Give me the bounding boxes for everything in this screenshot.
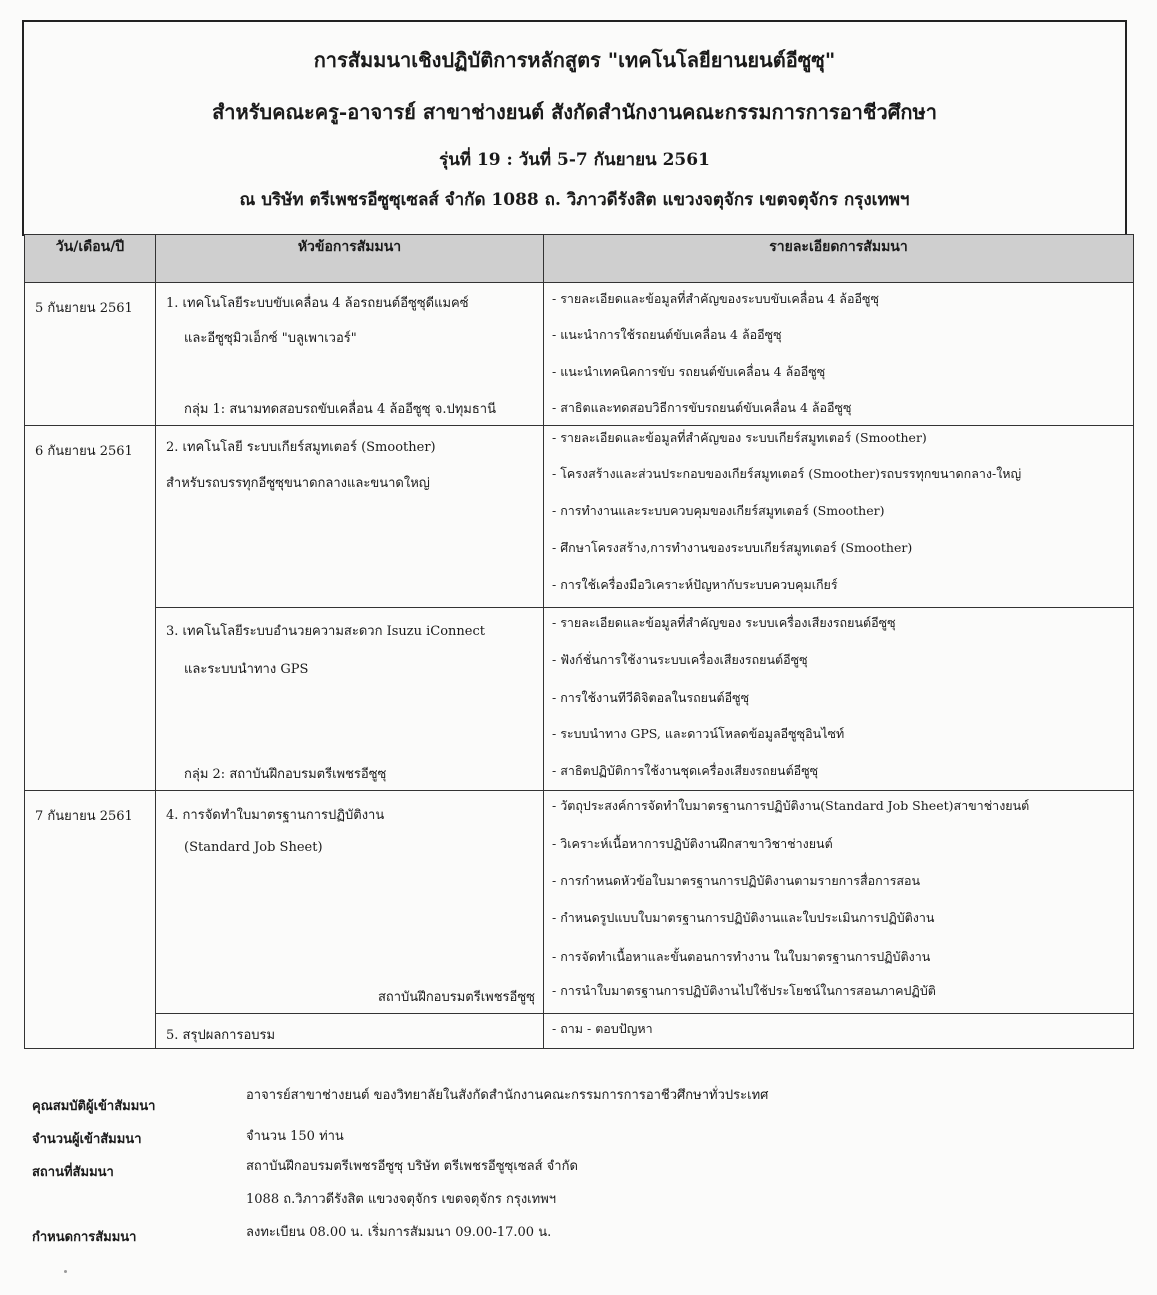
header-date: วัน/เดือน/ปี	[25, 235, 156, 283]
detail-item: - การใช้เครื่องมือวิเคราะห์ปัญหากับระบบควบคุมเกียร์	[552, 577, 838, 592]
topic-group: กลุ่ม 2: สถาบันฝึกอบรมตรีเพชรอีซูซุ	[184, 767, 387, 782]
title-line-2: สำหรับคณะครู-อาจารย์ สาขาช่างยนต์ สังกัดสำนักงานคณะกรรมการการอาชีวศึกษา	[212, 100, 937, 124]
qualification-label: คุณสมบัติผู้เข้าสัมมนา	[32, 1099, 156, 1114]
topic-cell	[156, 1014, 544, 1049]
topic-subtitle: และอีซูซุมิวเอ็กซ์ "บลูเพาเวอร์"	[184, 331, 357, 346]
detail-item: - แนะนำเทคนิคการขับ รถยนต์ขับเคลื่อน 4 ล้ออีซูซุ	[552, 364, 826, 379]
topic-subtitle: สำหรับรถบรรทุกอีซูซุขนาดกลางและขนาดใหญ่	[166, 476, 430, 491]
topic-cell	[156, 426, 544, 608]
title-line-4: ณ บริษัท ตรีเพชรอีซูซุเซลส์ จำกัด 1088 ถ. วิภาวดีรังสิต แขวงจตุจักร เขตจตุจักร กรุงเทพฯ	[239, 190, 910, 210]
header-topic: หัวข้อการสัมมนา	[156, 235, 544, 283]
detail-item: - ศึกษาโครงสร้าง,การทำงานของระบบเกียร์สมูทเตอร์ (Smoother)	[552, 540, 913, 555]
detail-item: - การใช้งานทีวีดิจิตอลในรถยนต์อีซูซุ	[552, 690, 750, 705]
detail-item: - รายละเอียดและข้อมูลที่สำคัญของระบบขับเคลื่อน 4 ล้ออีซูซุ	[552, 291, 879, 306]
detail-item: - แนะนำการใช้รถยนต์ขับเคลื่อน 4 ล้ออีซูซุ	[552, 327, 782, 342]
table-header-row	[25, 235, 1134, 283]
schedule-label: กำหนดการสัมมนา	[32, 1230, 137, 1245]
topic-title: 3. เทคโนโลยีระบบอำนวยความสะดวก Isuzu iConnect	[166, 624, 485, 639]
count-label: จำนวนผู้เข้าสัมมนา	[32, 1132, 142, 1147]
venue-address: 1088 ถ.วิภาวดีรังสิต แขวงจตุจักร เขตจตุจักร กรุงเทพฯ	[246, 1192, 557, 1207]
detail-item: - วัตถุประสงค์การจัดทำใบมาตรฐานการปฏิบัติงาน(Standard Job Sheet)สาขาช่างยนต์	[552, 798, 1030, 813]
topic-cell	[156, 608, 544, 791]
detail-item: - การจัดทำเนื้อหาและขั้นตอนการทำงาน ในใบมาตรฐานการปฏิบัติงาน	[552, 949, 931, 964]
table-row	[25, 1014, 1134, 1049]
schedule-table	[24, 234, 1134, 1049]
table-row	[25, 608, 1134, 791]
detail-item: - สาธิตและทดสอบวิธีการขับรถยนต์ขับเคลื่อน 4 ล้ออีซูซุ	[552, 400, 852, 415]
detail-item: - การกำหนดหัวข้อใบมาตรฐานการปฏิบัติงานตามรายการสื่อการสอน	[552, 873, 921, 888]
topic-title: 2. เทคโนโลยี ระบบเกียร์สมูทเตอร์ (Smoother)	[166, 440, 436, 455]
count-value: จำนวน 150 ท่าน	[246, 1129, 344, 1144]
detail-item: - สาธิตปฏิบัติการใช้งานชุดเครื่องเสียงรถยนต์อีซูซุ	[552, 763, 819, 778]
topic-subtitle: และระบบนำทาง GPS	[184, 662, 309, 677]
date-cell: 7 กันยายน 2561	[25, 791, 156, 1049]
topic-cell	[156, 791, 544, 1014]
venue-value: สถาบันฝึกอบรมตรีเพชรอีซูซุ บริษัท ตรีเพชรอีซูซุเซลส์ จำกัด	[246, 1159, 578, 1174]
table-row	[25, 426, 1134, 608]
detail-item: - วิเคราะห์เนื้อหาการปฏิบัติงานฝึกสาขาวิชาช่างยนต์	[552, 836, 833, 851]
topic-title: 5. สรุปผลการอบรม	[166, 1028, 276, 1043]
date-cell: 5 กันยายน 2561	[25, 283, 156, 426]
detail-item: - ฟังก์ชั่นการใช้งานระบบเครื่องเสียงรถยนต์อีซูซุ	[552, 652, 808, 667]
detail-item: - ระบบนำทาง GPS, และดาวน์โหลดข้อมูลอีซูซุอินไซท์	[552, 726, 845, 741]
detail-item: - การนำใบมาตรฐานการปฏิบัติงานไปใช้ประโยชน์ในการสอนภาคปฏิบัติ	[552, 983, 936, 998]
title-line-3: รุ่นที่ 19 : วันที่ 5-7 กันยายน 2561	[439, 150, 710, 170]
detail-item: - กำหนดรูปแบบใบมาตรฐานการปฏิบัติงานและใบประเมินการปฏิบัติงาน	[552, 910, 935, 925]
detail-cell	[544, 608, 1134, 791]
detail-cell	[544, 426, 1134, 608]
schedule-value: ลงทะเบียน 08.00 น. เริ่มการสัมมนา 09.00-17.00 น.	[246, 1225, 552, 1240]
table-row	[25, 791, 1134, 1014]
detail-cell	[544, 1014, 1134, 1049]
title-box	[22, 20, 1127, 236]
detail-item: - ถาม - ตอบปัญหา	[552, 1021, 653, 1036]
qualification-value: อาจารย์สาขาช่างยนต์ ของวิทยาลัยในสังกัดสำนักงานคณะกรรมการการอาชีวศึกษาทั่วประเทศ	[246, 1088, 769, 1103]
date-cell: 6 กันยายน 2561	[25, 426, 156, 791]
table-row	[25, 283, 1134, 426]
detail-item: - การทำงานและระบบควบคุมของเกียร์สมูทเตอร์ (Smoother)	[552, 503, 885, 518]
topic-group: กลุ่ม 1: สนามทดสอบรถขับเคลื่อน 4 ล้ออีซูซุ จ.ปทุมธานี	[184, 402, 496, 417]
topic-title: 4. การจัดทำใบมาตรฐานการปฏิบัติงาน	[166, 808, 385, 823]
header-detail: รายละเอียดการสัมมนา	[544, 235, 1134, 283]
topic-cell	[156, 283, 544, 426]
topic-title: 1. เทคโนโลยีระบบขับเคลื่อน 4 ล้อรถยนต์อีซูซุดีแมคซ์	[166, 296, 469, 311]
detail-item: - รายละเอียดและข้อมูลที่สำคัญของ ระบบเกียร์สมูทเตอร์ (Smoother)	[552, 430, 927, 445]
detail-cell	[544, 283, 1134, 426]
topic-subtitle: (Standard Job Sheet)	[184, 840, 323, 855]
scan-speck	[64, 1270, 67, 1273]
detail-cell	[544, 791, 1134, 1014]
title-line-1: การสัมมนาเชิงปฏิบัติการหลักสูตร "เทคโนโลยียานยนต์อีซูซุ"	[313, 48, 836, 72]
topic-group: สถาบันฝึกอบรมตรีเพชรอีซูซุ	[377, 990, 535, 1005]
detail-item: - รายละเอียดและข้อมูลที่สำคัญของ ระบบเครื่องเสียงรถยนต์อีซูซุ	[552, 615, 896, 630]
venue-label: สถานที่สัมมนา	[32, 1165, 114, 1180]
detail-item: - โครงสร้างและส่วนประกอบของเกียร์สมูทเตอร์ (Smoother)รถบรรทุกขนาดกลาง-ใหญ่	[552, 466, 1022, 481]
